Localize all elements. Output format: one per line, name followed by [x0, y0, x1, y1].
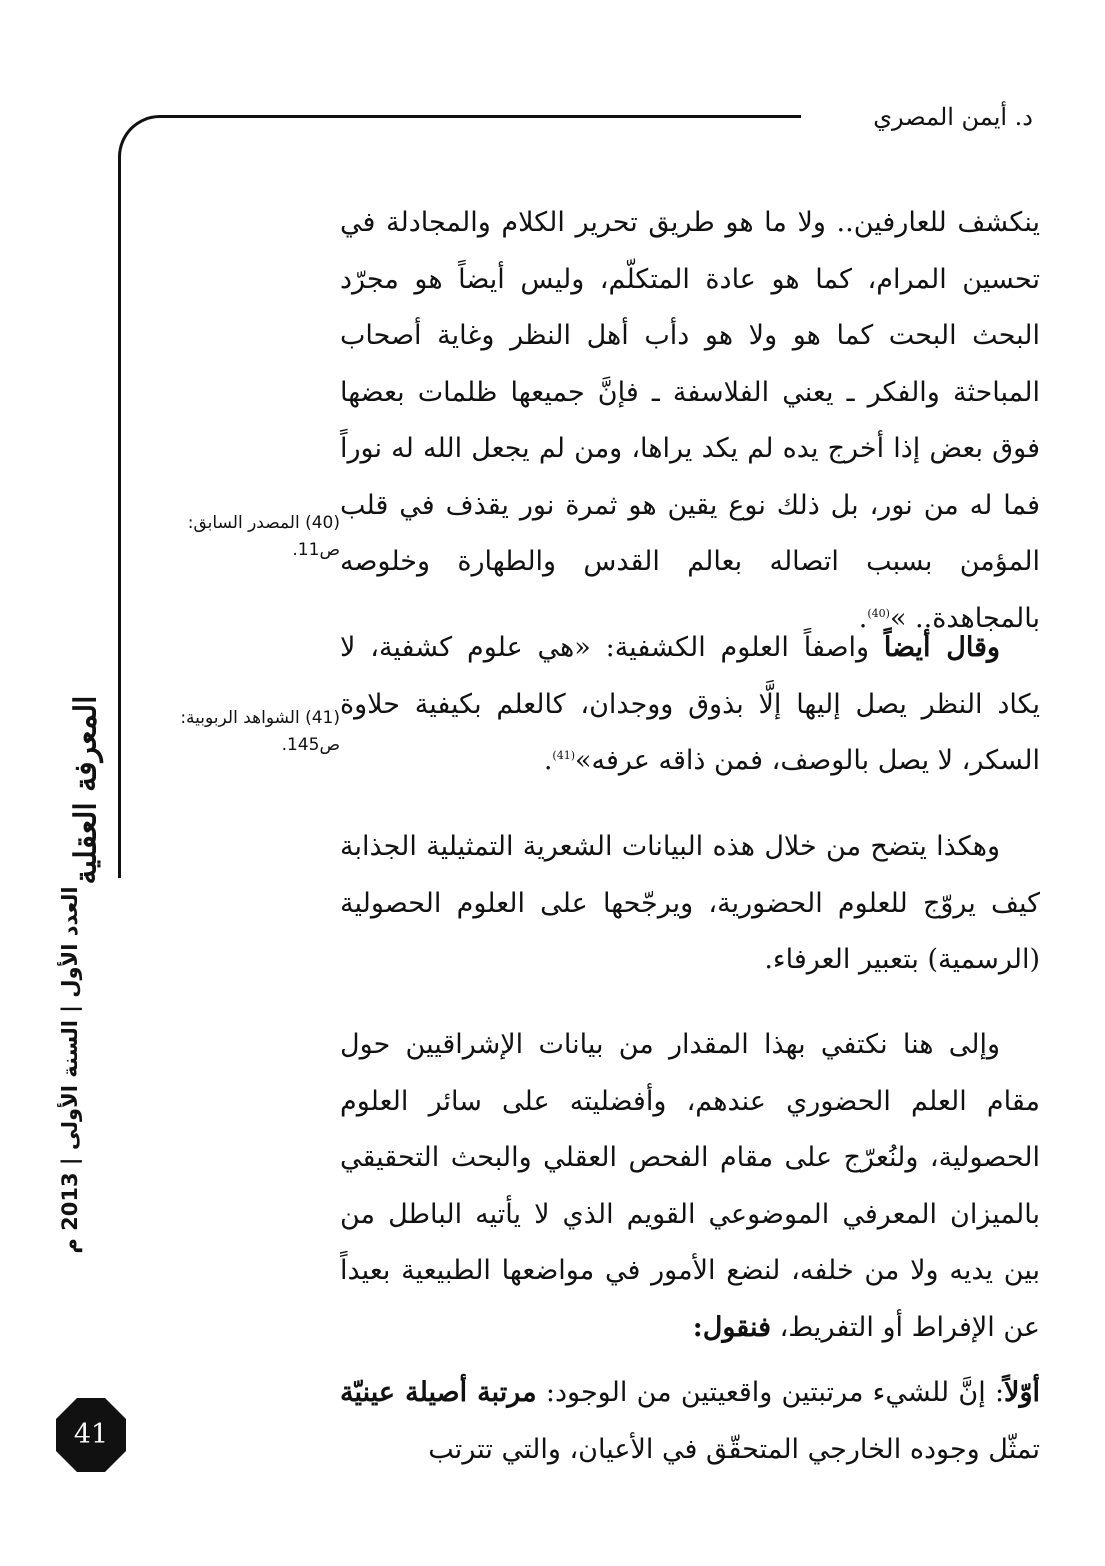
- author-name: د. أيمن المصري: [873, 103, 1033, 131]
- paragraph-4: وإلى هنا نكتفي بهذا المقدار من بيانات الإشراقيين حول مقام العلم الحضوري عندهم، وأفضليته على سائر العلوم الحصولية، ولنُعرّج على مقام الفحص العقلي والبحث التحقيقي بالميزان المعرفي الموضوعي القويم الذي لا يأتيه الباطل من بين يديه ولا من خلفه، لنضع الأمور في مواضعها الطبيعية بعيداً عن الإفراط أو التفريط، فنقول:: [340, 1029, 1040, 1343]
- issue-info: [50, 886, 90, 1254]
- paragraph-3: وهكذا يتضح من خلال هذه البيانات الشعرية التمثيلية الجذابة كيف يروّج للعلوم الحضورية، ويرجّحها على العلوم الحصولية (الرسمية) بتعبير العرفاء.: [340, 831, 1040, 975]
- journal-logo-text: المعرفة العقلية: [68, 695, 104, 885]
- journal-logo: [55, 695, 117, 885]
- paragraph-5: أوّلاً: إنَّ للشيء مرتبتين واقعيتين من الوجود: مرتبة أصيلة عينيّة تمثّل وجوده الخارجي المتحقّق في الأعيان، والتي تترتب: [340, 1377, 1040, 1465]
- page-number: 41: [73, 1419, 109, 1450]
- footnote-41: (41) الشواهد الربوبية: ص145.: [180, 708, 340, 755]
- page-number-badge: [55, 1397, 127, 1473]
- paragraph-2: وقال أيضاً واصفاً العلوم الكشفية: «هي علوم كشفية، لا يكاد النظر يصل إليها إلَّا بذوق ووجدان، كالعلم بكيفية حلاوة السكر، لا يصل بالوصف، فمن ذاقه عرفه»$^{(41)}$.: [340, 632, 1040, 776]
- paragraph-1: ينكشف للعارفين.. ولا ما هو طريق تحرير الكلام والمجادلة في تحسين المرام، كما هو عادة المتكلّم، وليس أيضاً هو مجرّد البحث البحت كما هو ولا هو دأب أهل النظر وغاية أصحاب المباحثة والفكر ـ يعني الفلاسفة ـ فإنَّ جميعها ظلمات بعضها فوق بعض إذا أخرج يده لم يكد يراها، ومن لم يجعل الله له نوراً فما له من نور، بل ذلك نوع يقين هو ثمرة نور يقذف في قلب المؤمن بسبب اتصاله بعالم القدس والطهارة وخلوصه بالمجاهدة.. »$^{(40)}$.: [340, 207, 1040, 634]
- footnote-ref-41[interactable]: (41): [552, 749, 575, 762]
- issue-info-text: العدد الأول | السنة الأولى | 2013 م: [58, 886, 82, 1254]
- footnote-40: (40) المصدر السابق: ص11.: [187, 513, 340, 560]
- footnote-ref-40[interactable]: (40): [867, 606, 890, 620]
